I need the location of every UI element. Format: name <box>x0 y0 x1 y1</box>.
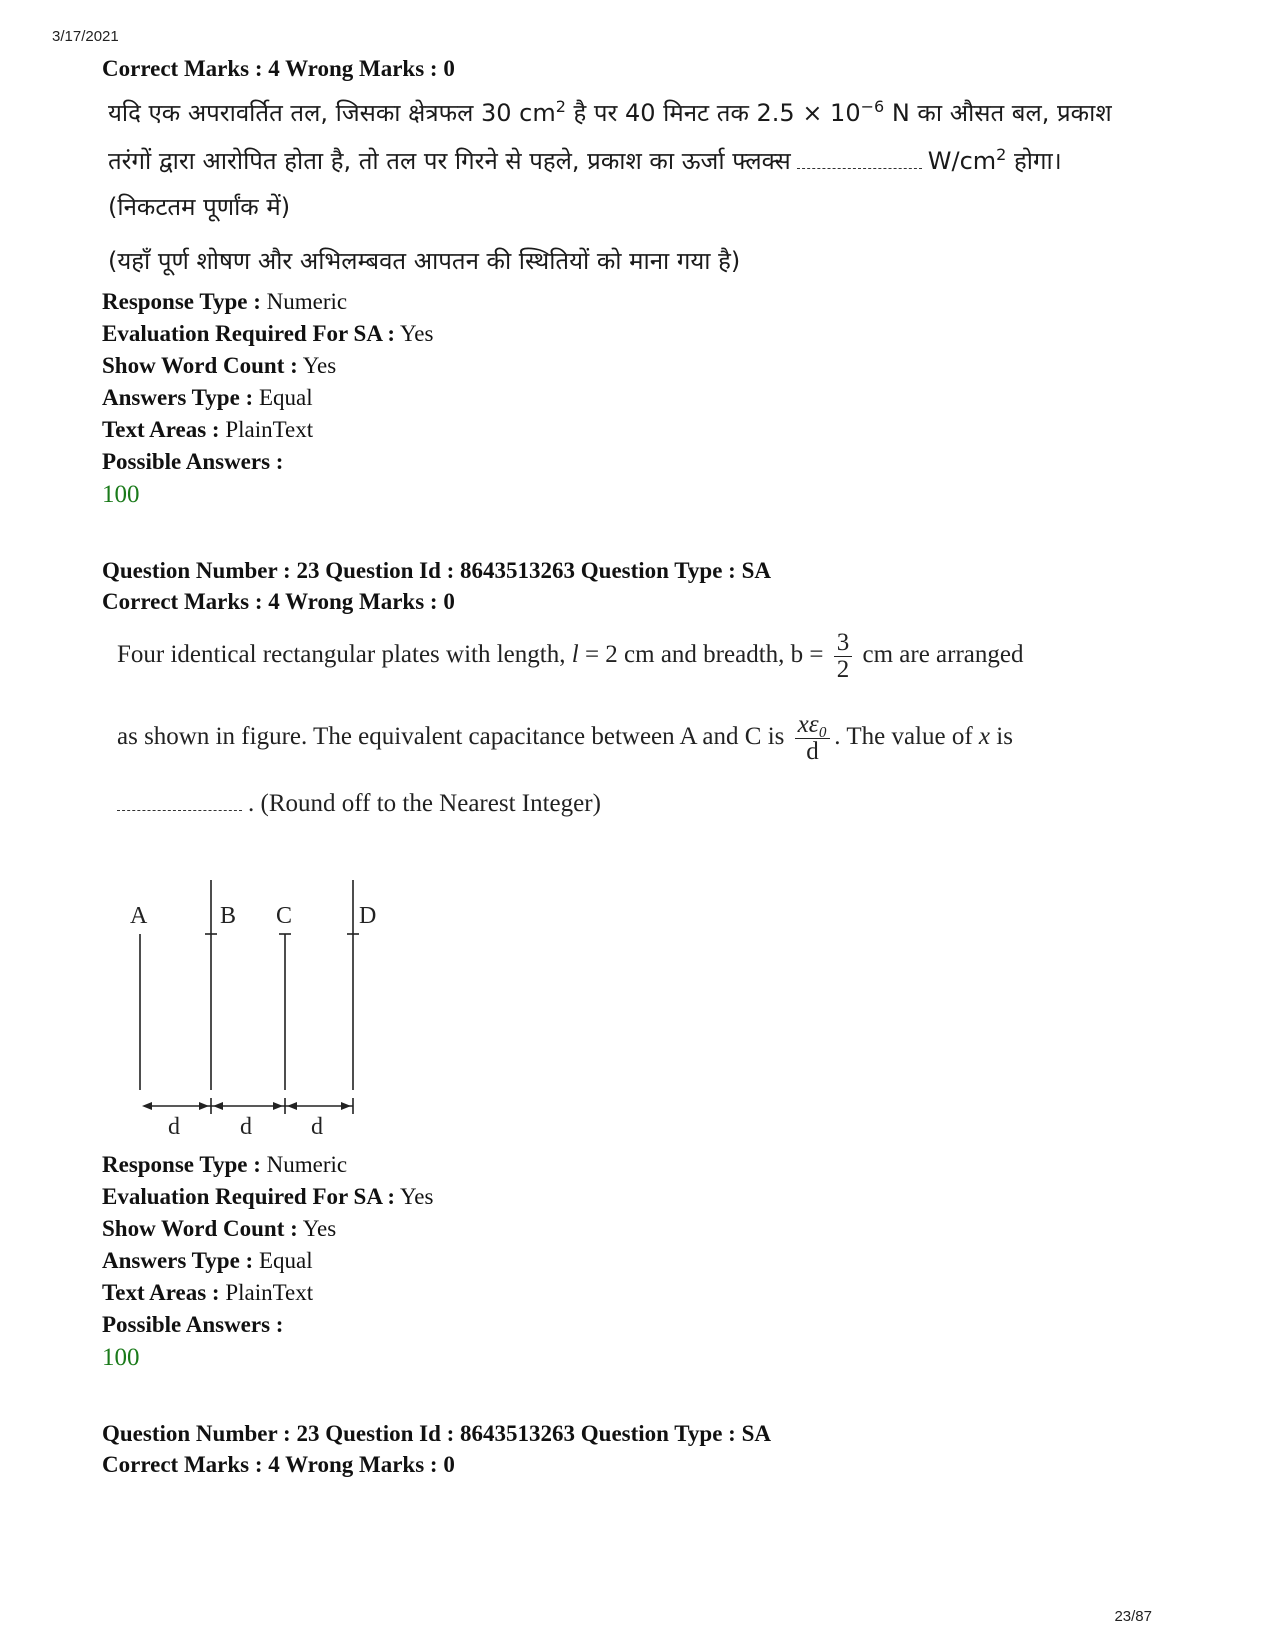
arrow-head <box>213 1102 223 1110</box>
print-date: 3/17/2021 <box>52 28 119 45</box>
arrow-head <box>287 1102 297 1110</box>
evaluation-required: Evaluation Required For SA : Yes <box>102 1184 434 1209</box>
arrow-head <box>341 1102 351 1110</box>
arrow-head <box>142 1102 152 1110</box>
question-text-line-1: यदि एक अपरावर्तित तल, जिसका क्षेत्रफल 30 $cm^2$ है पर 40 मिनट तक $2.5 \times 10^{-6}$ N का औसत बल, प्रकाश <box>108 97 1112 127</box>
answers-type: Answers Type : Equal <box>102 385 313 410</box>
possible-answers-label: Possible Answers : <box>102 1312 284 1337</box>
arrow-head <box>199 1102 209 1110</box>
possible-answer-value: 100 <box>102 1344 140 1371</box>
possible-answer-value: 100 <box>102 481 140 508</box>
label-b: B <box>220 903 237 929</box>
question-text-line-2: तरंगों द्वारा आरोपित होता है, तो तल पर गिरने से पहले, प्रकाश का ऊर्जा फ्लक्स $W/cm^2$ होगा। <box>108 145 1062 175</box>
page-number: 23/87 <box>1114 1608 1152 1625</box>
answers-type: Answers Type : Equal <box>102 1248 313 1273</box>
response-type: Response Type : Numeric <box>102 1152 348 1177</box>
marks-line: Correct Marks : 4 Wrong Marks : 0 <box>102 56 455 81</box>
question-header: Question Number : 23 Question Id : 8643513263 Question Type : SA <box>102 1421 771 1446</box>
question-text-line-3: . (Round off to the Nearest Integer) <box>117 790 601 818</box>
spacing-label: d <box>168 1114 180 1140</box>
answer-blank <box>797 168 922 169</box>
show-word-count: Show Word Count : Yes <box>102 1216 337 1241</box>
question-text-line-1: Four identical rectangular plates with length, l = 2 cm and breadth, b = $\frac{3}{2}$ cm are arranged <box>117 629 1024 683</box>
answer-blank <box>117 810 242 811</box>
marks-line: Correct Marks : 4 Wrong Marks : 0 <box>102 1452 455 1477</box>
question-text-line-2: as shown in figure. The equivalent capacitance between A and C is $\frac{\text{xε₀}}{d}$ . The value of x is <box>117 711 1013 765</box>
label-c: C <box>276 903 293 929</box>
evaluation-required: Evaluation Required For SA : Yes <box>102 321 434 346</box>
response-type: Response Type : Numeric <box>102 289 348 314</box>
spacing-label: d <box>311 1114 323 1140</box>
show-word-count: Show Word Count : Yes <box>102 353 337 378</box>
label-d: D <box>359 903 377 929</box>
marks-line: Correct Marks : 4 Wrong Marks : 0 <box>102 589 455 614</box>
question-header: Question Number : 23 Question Id : 8643513263 Question Type : SA <box>102 558 771 583</box>
question-text-line-3: (निकटतम पूर्णांक में) <box>108 193 291 221</box>
label-a: A <box>130 903 148 929</box>
arrow-head <box>273 1102 283 1110</box>
question-text-line-4: (यहाँ पूर्ण शोषण और अभिलम्बवत आपतन की स्थितियों को माना गया है) <box>108 247 741 275</box>
fraction-b: $\frac{3}{2}$ <box>834 630 853 683</box>
possible-answers-label: Possible Answers : <box>102 449 284 474</box>
text-areas: Text Areas : PlainText <box>102 1280 314 1305</box>
capacitor-plates-diagram <box>118 880 418 1140</box>
text-areas: Text Areas : PlainText <box>102 417 314 442</box>
spacing-label: d <box>240 1114 252 1140</box>
fraction-capacitance: $\frac{\text{xε₀}}{d}$ <box>795 712 831 765</box>
